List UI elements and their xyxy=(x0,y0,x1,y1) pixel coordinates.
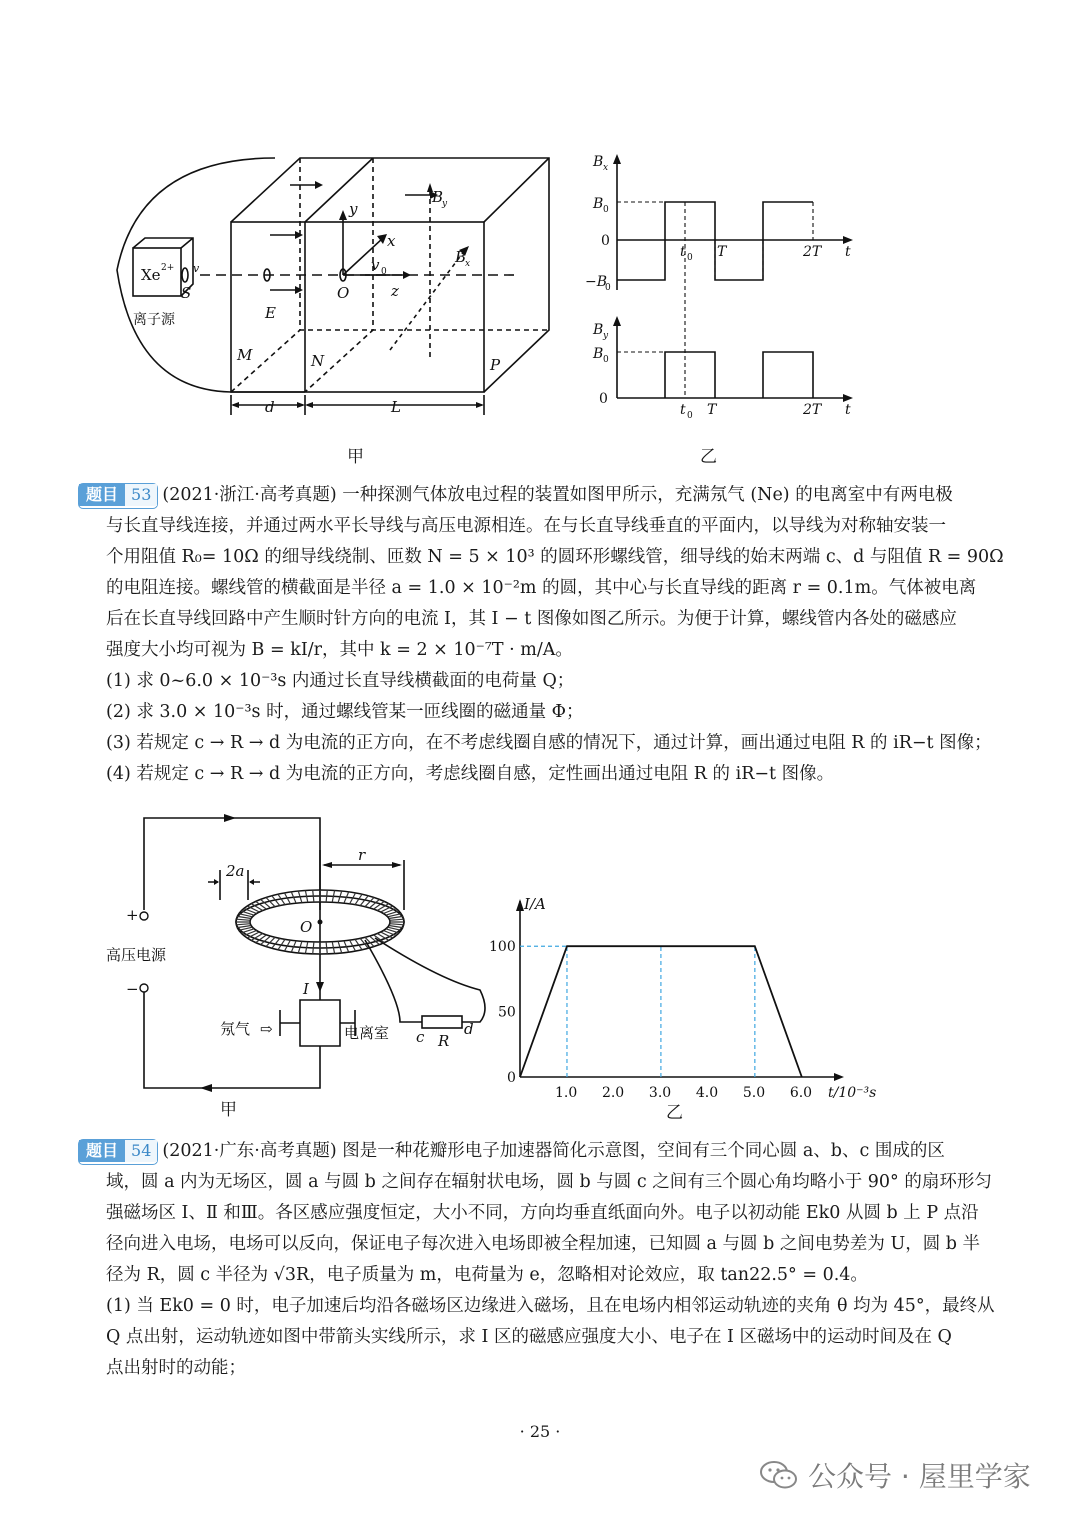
top-b0: B xyxy=(593,196,604,212)
two-a-label: 2a xyxy=(226,862,245,880)
y-tick-label: 50 xyxy=(498,1004,516,1021)
y-tick-label: 100 xyxy=(489,939,516,956)
q54-line-6: (1) 当 Ek0 = 0 时，电子加速后均沿各磁场区边缘进入磁场，且在电场内相邻运动轨迹的夹角 θ 均为 45°，最终从 xyxy=(106,1296,995,1316)
badge-label: 题目 xyxy=(79,484,125,506)
x-axis-label: t/10⁻³s xyxy=(828,1085,877,1101)
dim-l-label: L xyxy=(391,398,401,416)
by-sub: y xyxy=(442,199,448,209)
c-label: c xyxy=(416,1028,425,1046)
bottom-t0: t xyxy=(680,402,686,418)
top-T: T xyxy=(717,244,727,260)
watermark xyxy=(760,1455,1031,1495)
q53-line-1 xyxy=(78,480,1008,511)
q54-line-4: 径向进入电场，电场可以反向，保证电子每次进入电场即被全程加速，已知圆 a 与圆 b 之间电势差为 U，圆 b 半 xyxy=(106,1234,981,1254)
power-supply-label: 高压电源 xyxy=(106,946,167,964)
badge-label: 题目 xyxy=(79,1140,125,1162)
bx-label: B xyxy=(455,248,467,266)
axis-y-label: y xyxy=(349,200,358,218)
x-tick-label: 3.0 xyxy=(648,1085,672,1101)
q53-line-2: 与长直导线连接，并通过两水平长导线与高压电源相连。在与长直导线垂直的平面内，以导线为对称轴安装一 xyxy=(106,516,946,536)
q53-line-5: 后在长直导线回路中产生顺时针方向的电流 I，其 I − t 图像如图乙所示。为便于计算，螺线管内各处的磁感应 xyxy=(106,609,957,629)
axis-z-label: z xyxy=(391,282,399,300)
q54-line-5: 径为 R，圆 c 半径为 √3R，电子质量为 m，电荷量为 e，忽略相对论效应，取 tan22.5° = 0.4。 xyxy=(106,1265,868,1285)
plate-n-label: N xyxy=(311,352,325,370)
q53-line-3: 个用阻值 R₀= 10Ω 的细导线绕制、匝数 N = 5 × 10³ 的圆环形螺线管，细导线的始末两端 c、d 与阻值 R = 90Ω xyxy=(106,547,1004,567)
vs-label: v xyxy=(193,262,200,275)
question-badge xyxy=(78,483,158,509)
x-tick-label: 1.0 xyxy=(554,1085,578,1101)
top-t: t xyxy=(845,244,851,260)
bottom-b0-sub: 0 xyxy=(603,355,609,365)
plate-m-label: M xyxy=(237,346,253,364)
page-number: · 25 · xyxy=(519,1422,561,1441)
question-53 xyxy=(78,480,1008,790)
current-label: I xyxy=(303,980,309,998)
v0-label: v xyxy=(371,256,380,274)
q53-text-0: (2021·浙江·高考真题) 一种探测气体放电过程的装置如图甲所示，充满氖气 (Ne) 的电离室中有两电极 xyxy=(162,485,953,505)
x-tick-label: 5.0 xyxy=(742,1085,766,1101)
R-label: R xyxy=(438,1032,450,1050)
plate-p-label: P xyxy=(490,356,501,374)
x-tick-label: 4.0 xyxy=(695,1085,719,1101)
q54-text-0: (2021·广东·高考真题) 图是一种花瓣形电子加速器简化示意图，空间有三个同心圆 a、b、c 围成的区 xyxy=(162,1141,945,1161)
top-t0: t xyxy=(680,244,686,260)
slit-label: S xyxy=(181,284,192,302)
fig1-caption-right: 乙 xyxy=(700,447,717,467)
q54-line-7: Q 点出射，运动轨迹如图中带箭头实线所示，求 Ⅰ 区的磁感应强度大小、电子在 Ⅰ 区磁场中的运动时间及在 Q xyxy=(106,1327,952,1347)
top-neg-b0: −B xyxy=(585,274,608,290)
origin-label: O xyxy=(337,284,350,302)
top-b0-sub: 0 xyxy=(603,205,609,215)
gas-label: 氖气 xyxy=(220,1020,251,1038)
chamber-label: 电离室 xyxy=(344,1024,390,1042)
gas-arrow-icon: ⇨ xyxy=(260,1020,273,1038)
plus-terminal: + xyxy=(126,906,139,924)
q54-line-2: 域，圆 a 内为无场区，圆 a 与圆 b 之间存在辐射状电场，圆 b 与圆 c 之间有三个圆心角均略小于 90° 的扇环形匀 xyxy=(106,1172,992,1192)
dim-d-label: d xyxy=(265,398,275,416)
q53-sub-4: (4) 若规定 c → R → d 为电流的正方向，考虑线圈自感，定性画出通过电阻 R 的 iR−t 图像。 xyxy=(106,764,835,784)
top-neg-b0-sub: 0 xyxy=(605,283,611,293)
bottom-2T: 2T xyxy=(803,402,822,418)
chart-current-vs-time xyxy=(489,895,877,1105)
q53-sub-1: (1) 求 0~6.0 × 10⁻³s 内通过长直导线横截面的电荷量 Q； xyxy=(106,671,575,691)
top-t0-sub: 0 xyxy=(687,253,693,263)
q54-line-1 xyxy=(78,1136,1008,1167)
y-axis-label: I/A xyxy=(524,895,546,913)
ion-label: Xe xyxy=(141,266,161,284)
top-ylabel-sub: x xyxy=(603,163,609,173)
figure-b-field-graphs xyxy=(585,150,860,425)
bottom-ylabel-sub: y xyxy=(603,331,609,341)
ion-charge: 2+ xyxy=(161,263,175,273)
source-label: 离子源 xyxy=(133,312,175,328)
x-axis-arrow xyxy=(834,1073,844,1081)
x-tick-label: 6.0 xyxy=(789,1085,813,1101)
q53-line-4: 的电阻连接。螺线管的横截面是半径 a = 1.0 × 10⁻²m 的圆，其中心与长直导线的距离 r = 0.1m。气体被电离 xyxy=(106,578,977,598)
bottom-t0-sub: 0 xyxy=(687,411,693,421)
center-label: O xyxy=(300,918,313,936)
q53-sub-3: (3) 若规定 c → R → d 为电流的正方向，在不考虑线圈自感的情况下，通过计算，画出通过电阻 R 的 iR−t 图像； xyxy=(106,733,992,753)
fig1-caption-left: 甲 xyxy=(347,447,364,467)
axis-x-label: x xyxy=(387,232,396,250)
y-tick-label: 0 xyxy=(507,1070,516,1086)
q53-line-6: 强度大小均可视为 B = kI/r，其中 k = 2 × 10⁻⁷T · m/A。 xyxy=(106,640,573,660)
top-ylabel: B xyxy=(593,154,604,170)
y-axis-arrow xyxy=(516,899,524,911)
fig2-caption-left: 甲 xyxy=(220,1100,237,1120)
q53-sub-2: (2) 求 3.0 × 10⁻³s 时，通过螺线管某一匝线圈的磁通量 Φ； xyxy=(106,702,584,722)
v0-sub: 0 xyxy=(381,267,387,277)
bottom-b0: B xyxy=(593,346,604,362)
field-e-label: E xyxy=(265,304,276,322)
x-tick-label: 2.0 xyxy=(601,1085,625,1101)
d-label: d xyxy=(464,1020,474,1038)
bx-sub: x xyxy=(465,259,471,269)
r-label: r xyxy=(358,846,366,864)
top-2T: 2T xyxy=(803,244,822,260)
badge-number: 54 xyxy=(125,1140,157,1162)
watermark-text: 公众号 · 屋里学家 xyxy=(808,1460,1031,1493)
wechat-icon xyxy=(760,1460,798,1490)
by-label: B xyxy=(432,188,444,206)
question-badge xyxy=(78,1139,158,1165)
fig2-caption-right: 乙 xyxy=(666,1103,683,1123)
figure-ion-source-apparatus xyxy=(105,150,565,425)
minus-terminal: − xyxy=(126,980,139,998)
q54-line-8: 点出射时的动能； xyxy=(106,1358,246,1378)
bottom-T: T xyxy=(707,402,717,418)
question-54 xyxy=(78,1136,1008,1384)
bottom-ylabel: B xyxy=(593,322,604,338)
bottom-t: t xyxy=(845,402,851,418)
badge-number: 53 xyxy=(125,484,157,506)
figure-discharge-circuit xyxy=(100,810,500,1110)
bottom-zero: 0 xyxy=(599,391,608,407)
top-zero: 0 xyxy=(601,233,610,249)
q54-line-3: 强磁场区 Ⅰ、Ⅱ 和Ⅲ。各区感应强度恒定，大小不同，方向均垂直纸面向外。电子以初动能 Ek0 从圆 b 上 P 点沿 xyxy=(106,1203,979,1223)
